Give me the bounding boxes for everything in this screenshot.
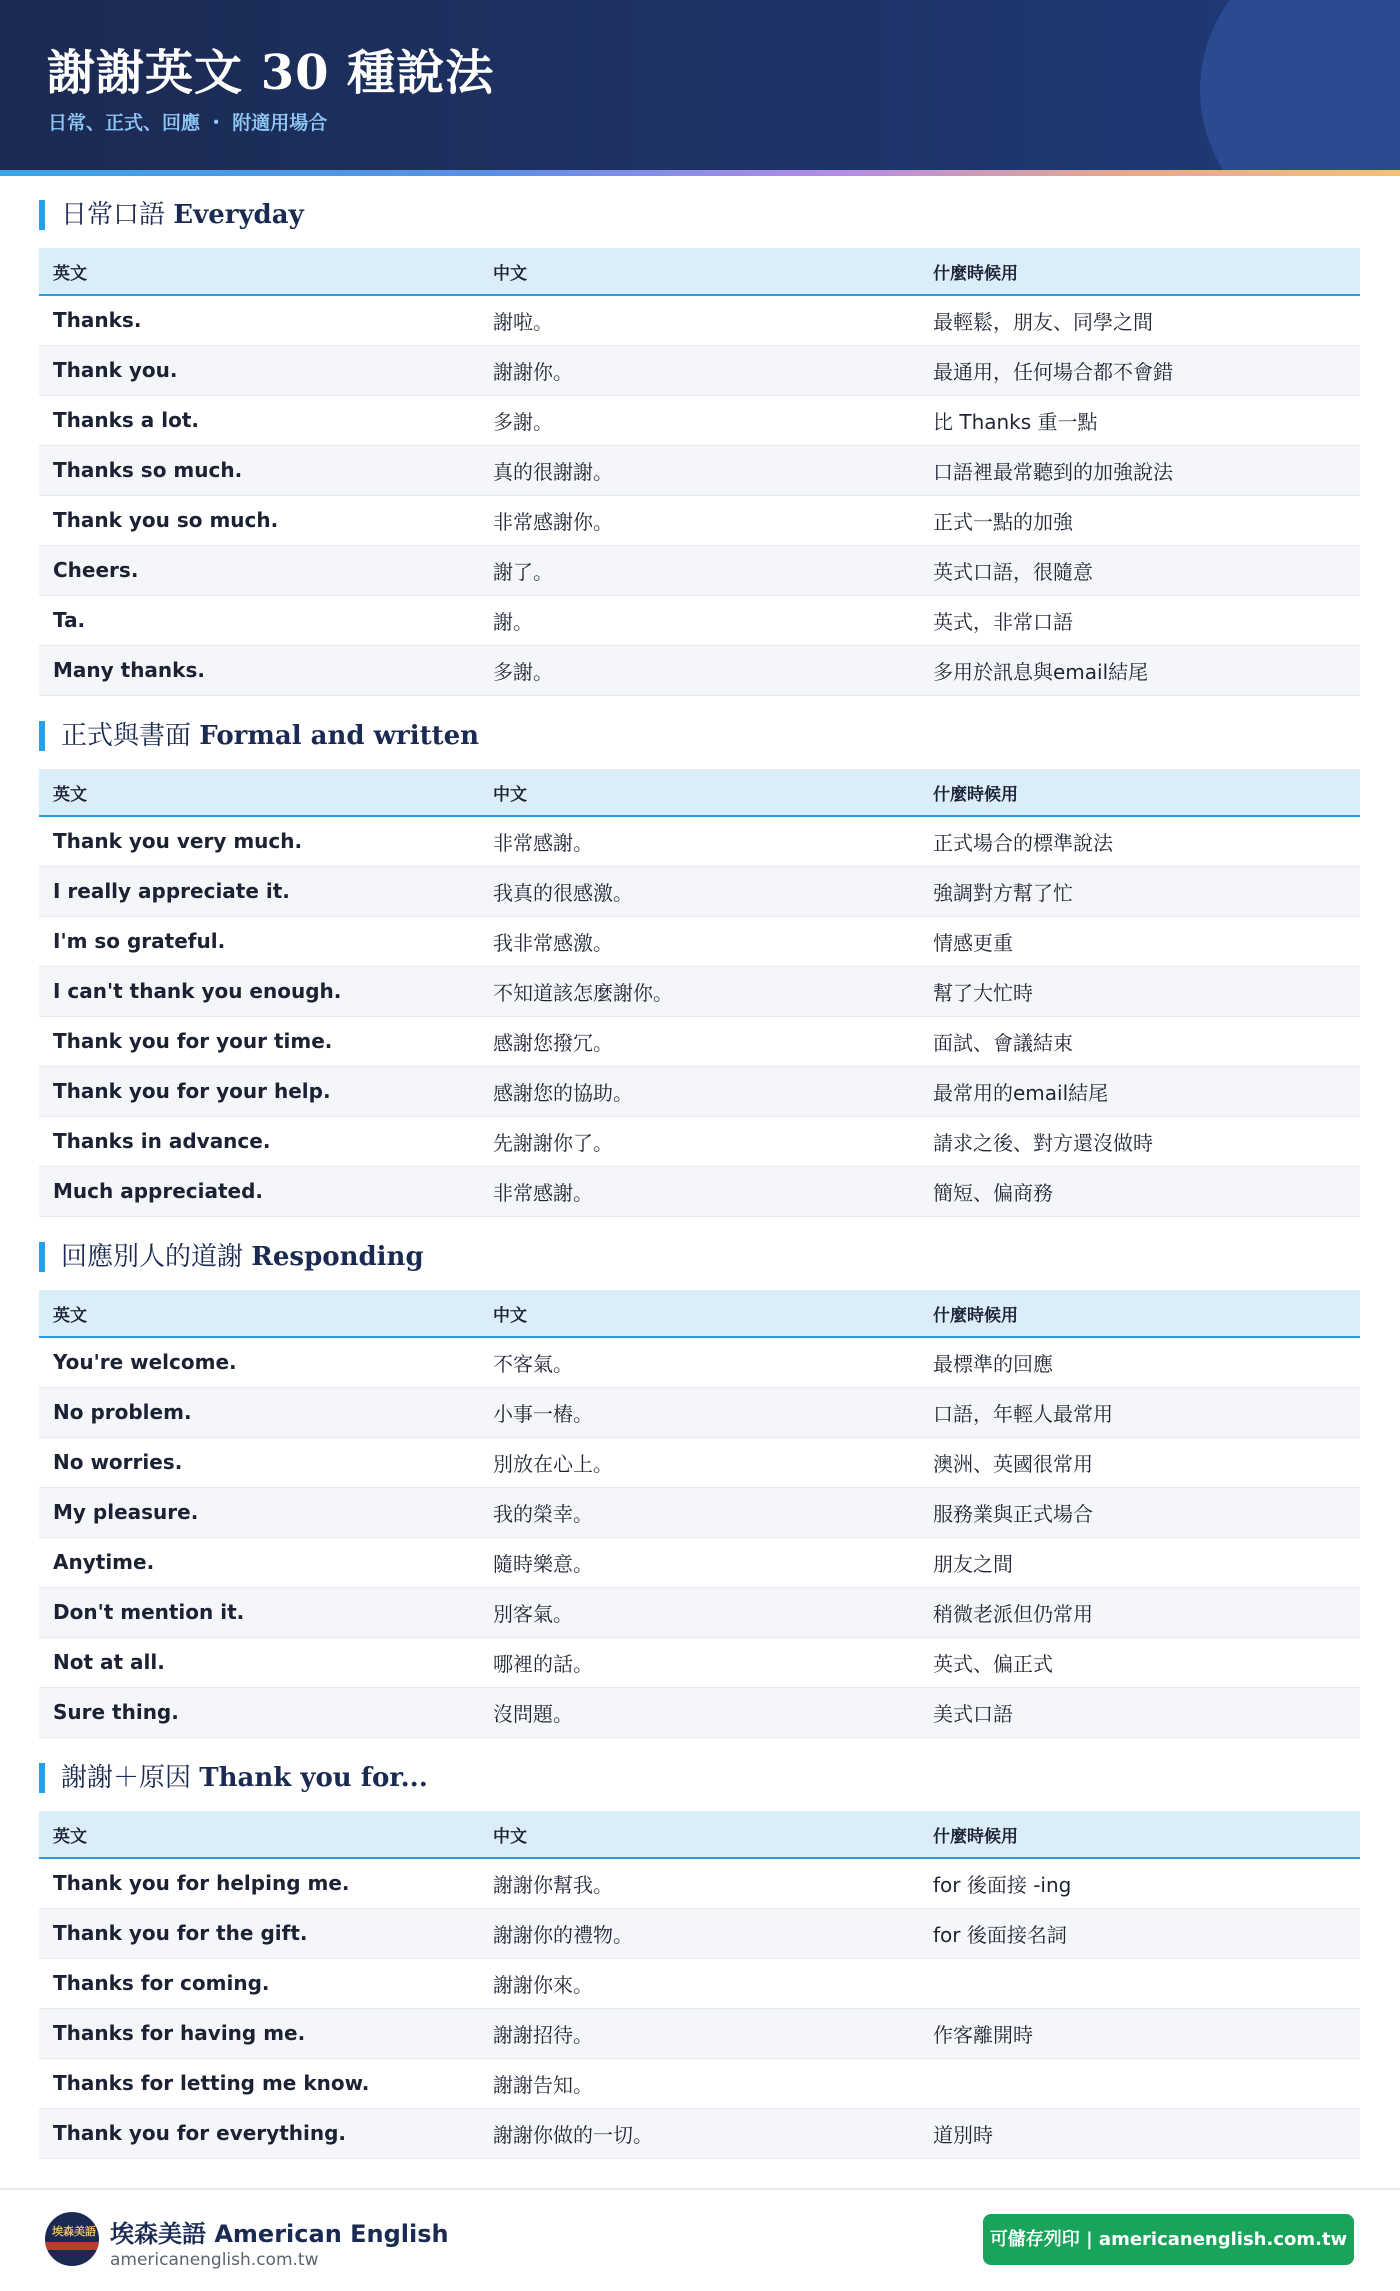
phrase-english: No problem. (39, 1387, 479, 1437)
phrase-usage: 道別時 (919, 2108, 1360, 2158)
phrase-chinese: 小事一樁。 (479, 1387, 919, 1437)
table-row (39, 645, 1360, 695)
table-row (39, 1116, 1360, 1166)
table-row (39, 345, 1360, 395)
phrase-usage: for 後面接名詞 (919, 1908, 1360, 1958)
phrase-english: My pleasure. (39, 1487, 479, 1537)
phrase-english: Thank you for your time. (39, 1016, 479, 1066)
table-row (39, 1958, 1360, 2008)
phrase-english: Thank you for helping me. (39, 1858, 479, 1908)
section-title-en: Thank you for... (199, 1763, 428, 1793)
table-row (39, 1487, 1360, 1537)
table-row (39, 445, 1360, 495)
table-row (39, 1066, 1360, 1116)
phrase-usage: 比 Thanks 重一點 (919, 395, 1360, 445)
phrase-usage (919, 2058, 1360, 2108)
table-header-row (39, 769, 1360, 816)
column-header-english: 英文 (39, 769, 479, 816)
phrase-chinese: 隨時樂意。 (479, 1537, 919, 1587)
section-title (39, 1763, 428, 1793)
phrase-english: Cheers. (39, 545, 479, 595)
phrase-english: Thank you for everything. (39, 2108, 479, 2158)
phrase-english: Ta. (39, 595, 479, 645)
phrase-usage: 朋友之間 (919, 1537, 1360, 1587)
table-row (39, 295, 1360, 345)
phrase-usage: 情感更重 (919, 916, 1360, 966)
phrase-chinese: 謝謝你做的一切。 (479, 2108, 919, 2158)
table-row (39, 916, 1360, 966)
phrase-chinese: 謝謝你的禮物。 (479, 1908, 919, 1958)
table-row (39, 1637, 1360, 1687)
phrase-chinese: 謝。 (479, 595, 919, 645)
phrase-english: Thanks. (39, 295, 479, 345)
brand-url-link[interactable]: americanenglish.com.tw (110, 2250, 319, 2270)
phrase-chinese: 非常感謝。 (479, 1166, 919, 1216)
phrase-table (39, 1290, 1360, 1738)
phrase-usage: 正式場合的標準說法 (919, 816, 1360, 866)
phrase-english: You're welcome. (39, 1337, 479, 1387)
column-header-chinese: 中文 (479, 769, 919, 816)
table-header-row (39, 248, 1360, 295)
phrase-chinese: 不客氣。 (479, 1337, 919, 1387)
phrase-usage: 口語，年輕人最常用 (919, 1387, 1360, 1437)
phrase-english: No worries. (39, 1437, 479, 1487)
column-header-chinese: 中文 (479, 1811, 919, 1858)
phrase-chinese: 謝謝你來。 (479, 1958, 919, 2008)
phrase-english: Thank you very much. (39, 816, 479, 866)
phrase-chinese: 感謝您撥冗。 (479, 1016, 919, 1066)
phrase-usage: 簡短、偏商務 (919, 1166, 1360, 1216)
table-row (39, 2058, 1360, 2108)
decorative-circle (1200, 0, 1400, 170)
phrase-english: Thanks for letting me know. (39, 2058, 479, 2108)
phrase-table (39, 769, 1360, 1217)
phrase-usage: 正式一點的加強 (919, 495, 1360, 545)
phrase-usage: 幫了大忙時 (919, 966, 1360, 1016)
phrase-chinese: 別客氣。 (479, 1587, 919, 1637)
phrase-usage: 英式口語，很隨意 (919, 545, 1360, 595)
phrase-english: I'm so grateful. (39, 916, 479, 966)
phrase-usage: 服務業與正式場合 (919, 1487, 1360, 1537)
phrase-english: Thanks for having me. (39, 2008, 479, 2058)
table-row (39, 1687, 1360, 1737)
column-header-chinese: 中文 (479, 248, 919, 295)
table-row (39, 1387, 1360, 1437)
phrase-chinese: 不知道該怎麼謝你。 (479, 966, 919, 1016)
phrase-chinese: 多謝。 (479, 645, 919, 695)
phrase-chinese: 非常感謝你。 (479, 495, 919, 545)
table-row (39, 966, 1360, 1016)
gradient-divider (0, 170, 1400, 176)
section-title (39, 200, 304, 230)
phrase-usage: 口語裡最常聽到的加強說法 (919, 445, 1360, 495)
phrase-english: Thank you for your help. (39, 1066, 479, 1116)
phrase-usage: for 後面接 -ing (919, 1858, 1360, 1908)
brand-name: 埃森美語 American English (110, 2220, 449, 2248)
table-row (39, 1166, 1360, 1216)
phrase-usage: 最輕鬆，朋友、同學之間 (919, 295, 1360, 345)
table-row (39, 2008, 1360, 2058)
phrase-chinese: 我真的很感激。 (479, 866, 919, 916)
logo-text: 埃森美語 (52, 2225, 96, 2238)
section-title-zh: 謝謝＋原因 (61, 1763, 192, 1793)
table-header-row (39, 1290, 1360, 1337)
phrase-chinese: 哪裡的話。 (479, 1637, 919, 1687)
table-row (39, 1337, 1360, 1387)
phrase-usage: 澳洲、英國很常用 (919, 1437, 1360, 1487)
table-row (39, 1537, 1360, 1587)
phrase-usage: 稍微老派但仍常用 (919, 1587, 1360, 1637)
phrase-english: Thank you for the gift. (39, 1908, 479, 1958)
phrase-usage: 面試、會議結束 (919, 1016, 1360, 1066)
footer (0, 2188, 1400, 2291)
phrase-english: Anytime. (39, 1537, 479, 1587)
phrase-usage: 多用於訊息與email結尾 (919, 645, 1360, 695)
table-row (39, 1587, 1360, 1637)
table-header-row (39, 1811, 1360, 1858)
table-row (39, 595, 1360, 645)
phrase-chinese: 先謝謝你了。 (479, 1116, 919, 1166)
page-header (0, 0, 1400, 170)
phrase-english: Thanks in advance. (39, 1116, 479, 1166)
column-header-usage: 什麼時候用 (919, 1811, 1360, 1858)
table-row (39, 495, 1360, 545)
section-title-en: Everyday (173, 200, 304, 230)
phrase-chinese: 真的很謝謝。 (479, 445, 919, 495)
phrase-english: Don't mention it. (39, 1587, 479, 1637)
phrase-chinese: 謝了。 (479, 545, 919, 595)
phrase-usage (919, 1958, 1360, 2008)
phrase-english: Much appreciated. (39, 1166, 479, 1216)
section-title-en: Responding (251, 1242, 424, 1272)
column-header-english: 英文 (39, 1290, 479, 1337)
phrase-chinese: 多謝。 (479, 395, 919, 445)
section-title-zh: 正式與書面 (61, 721, 192, 751)
phrase-english: I really appreciate it. (39, 866, 479, 916)
phrase-english: I can't thank you enough. (39, 966, 479, 1016)
phrase-chinese: 謝謝招待。 (479, 2008, 919, 2058)
phrase-english: Thanks a lot. (39, 395, 479, 445)
page-title: 謝謝英文 30 種說法 (47, 45, 495, 101)
table-row (39, 2108, 1360, 2158)
phrase-english: Sure thing. (39, 1687, 479, 1737)
table-row (39, 1016, 1360, 1066)
phrase-chinese: 我非常感激。 (479, 916, 919, 966)
section-title-zh: 日常口語 (61, 200, 166, 230)
phrase-english: Not at all. (39, 1637, 479, 1687)
page-subtitle: 日常、正式、回應 ・ 附適用場合 (48, 112, 328, 134)
logo-flag-band (45, 2242, 99, 2250)
table-row (39, 1908, 1360, 1958)
phrase-chinese: 謝謝你。 (479, 345, 919, 395)
phrase-chinese: 我的榮幸。 (479, 1487, 919, 1537)
column-header-english: 英文 (39, 248, 479, 295)
section-title-en: Formal and written (199, 721, 480, 751)
column-header-usage: 什麼時候用 (919, 769, 1360, 816)
phrase-usage: 最標準的回應 (919, 1337, 1360, 1387)
phrase-chinese: 非常感謝。 (479, 816, 919, 866)
column-header-usage: 什麼時候用 (919, 1290, 1360, 1337)
table-row (39, 866, 1360, 916)
phrase-table (39, 248, 1360, 696)
print-save-button[interactable]: 可儲存列印 | americanenglish.com.tw (983, 2214, 1354, 2265)
phrase-english: Thank you so much. (39, 495, 479, 545)
table-row (39, 545, 1360, 595)
phrase-chinese: 謝謝你幫我。 (479, 1858, 919, 1908)
phrase-usage: 最通用，任何場合都不會錯 (919, 345, 1360, 395)
column-header-usage: 什麼時候用 (919, 248, 1360, 295)
column-header-chinese: 中文 (479, 1290, 919, 1337)
phrase-chinese: 謝謝告知。 (479, 2058, 919, 2108)
phrase-usage: 最常用的email結尾 (919, 1066, 1360, 1116)
phrase-chinese: 感謝您的協助。 (479, 1066, 919, 1116)
phrase-english: Many thanks. (39, 645, 479, 695)
phrase-chinese: 沒問題。 (479, 1687, 919, 1737)
phrase-english: Thanks for coming. (39, 1958, 479, 2008)
phrase-chinese: 謝啦。 (479, 295, 919, 345)
phrase-usage: 美式口語 (919, 1687, 1360, 1737)
section-title (39, 1242, 424, 1272)
column-header-english: 英文 (39, 1811, 479, 1858)
section-title (39, 721, 479, 751)
brand-logo (45, 2212, 99, 2266)
phrase-usage: 強調對方幫了忙 (919, 866, 1360, 916)
table-row (39, 1437, 1360, 1487)
section-title-zh: 回應別人的道謝 (61, 1242, 244, 1272)
phrase-usage: 作客離開時 (919, 2008, 1360, 2058)
phrase-table (39, 1811, 1360, 2159)
phrase-usage: 英式，非常口語 (919, 595, 1360, 645)
table-row (39, 395, 1360, 445)
table-row (39, 1858, 1360, 1908)
phrase-usage: 請求之後、對方還沒做時 (919, 1116, 1360, 1166)
phrase-english: Thank you. (39, 345, 479, 395)
phrase-usage: 英式、偏正式 (919, 1637, 1360, 1687)
phrase-chinese: 別放在心上。 (479, 1437, 919, 1487)
phrase-english: Thanks so much. (39, 445, 479, 495)
table-row (39, 816, 1360, 866)
